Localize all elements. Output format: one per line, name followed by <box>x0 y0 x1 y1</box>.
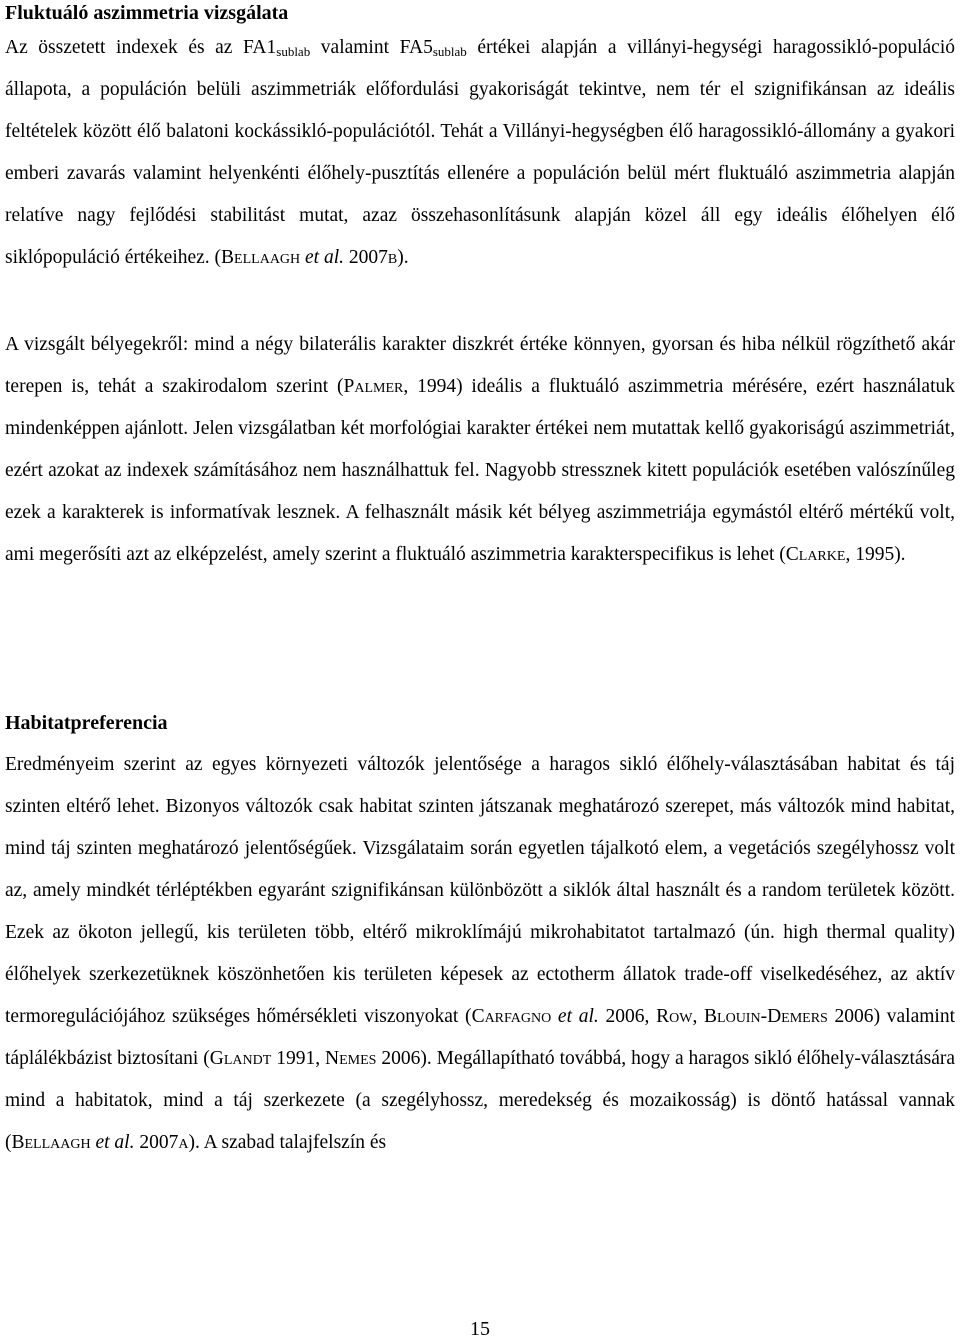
page-number: 15 <box>470 1318 490 1340</box>
paragraph-fa-results: Az összetett indexek és az $FA1_{sublab}$ valamint $FA5_{sublab}$ értékei alapján a villányi-hegységi haragossikló-populáció állapota, a populáción belüli aszimmetriák előfordulási gyakoriságát tekintve, nem tér el szignifikánsan az ideális feltételek között élő balatoni kockássikló-populációtól. Tehát a Villányi-hegységben élő haragossikló-állomány a gyakori emberi zavarás valamint helyenkénti élőhely-pusztítás ellenére a populáción belül mért fluktuáló aszimmetria alapján relatíve nagy fejlődési stabilitást mutat, azaz összehasonlításunk alapján közel áll egy ideális élőhelyen élő siklópopuláció értékeihez. (Bellaagh et al. 2007b). <box>5 37 955 268</box>
citation-author: Row <box>656 1006 693 1027</box>
paragraph-habitat-results: Eredményeim szerint az egyes környezeti változók jelentősége a haragos sikló élőhely-választásában habitat és táj szinten eltérő lehet. Bizonyos változók csak habitat szinten játszanak meghatározó szerepet, más változók mind habitat, mind táj szinten meghatározó jelentőségűek. Vizsgálataim során egyetlen tájalkotó elem, a vegetációs szegélyhossz volt az, amely mindkét térléptékben egyaránt szignifikánsan különbözött a siklók által használt és a random területek között. Ezek az ökoton jellegű, kis területen több, eltérő mikroklímájú mikrohabitatot tartalmazó (ún. high thermal quality) élőhelyek szerkezetüknek köszönhetően kis területen képesek az ectotherm állatok trade-off viselkedéséhez, az aktív termoregulációjához szükséges hőmérsékleti viszonyokat (Carfagno et al. 2006, Row, Blouin-Demers 2006) valamint táplálékbázist biztosítani (Glandt 1991, Nemes 2006). Megállapítható továbbá, hogy a haragos sikló élőhely-választására mind a habitatok, mind a táj szerkezete (a szegélyhossz, meredekség és mozaikosság) is döntő hatással vannak (Bellaagh et al. 2007a). A szabad talajfelszín és <box>5 754 956 1153</box>
subscript-sublab: sublab <box>276 44 311 59</box>
citation-author: Bellaagh <box>11 1132 91 1153</box>
paragraph-character-traits: A vizsgált bélyegekről: mind a négy bilaterális karakter diszkrét értéke könnyen, gyorsan és hiba nélkül rögzíthető akár terepen is, tehát a szakirodalom szerint (Palmer, 1994) ideális a fluktuáló aszimmetria mérésére, ezért használatuk mindenképpen ajánlott. Jelen vizsgálatban két morfológiai karakter értékei nem mutattak kellő gyakoriságú aszimmetriát, ezért azokat az indexek számításához nem használhattuk fel. Nagyobb stressznek kitett populációk esetében valószínűleg ezek a karakterek is informatívak lesznek. A felhasznált másik két bélyeg aszimmetriája egymástól eltérő mértékű volt, ami megerősíti azt az elképzelést, amely szerint a fluktuáló aszimmetria karakterspecifikus is lehet (Clarke, 1995). <box>5 334 955 565</box>
citation-etal: et al. <box>90 1132 135 1153</box>
subscript-sublab: sublab <box>432 44 467 59</box>
citation-author: Blouin-Demers <box>704 1006 828 1027</box>
section-heading-fluctuating-asymmetry: Fluktuáló aszimmetria vizsgálata <box>5 2 289 24</box>
citation-author: Clarke <box>785 544 846 565</box>
citation-author: Nemes <box>325 1048 377 1069</box>
citation-author: Bellaagh <box>221 247 301 268</box>
citation-author: Palmer <box>343 376 404 397</box>
citation-author: Glandt <box>209 1048 272 1069</box>
section-heading-habitat-preference: Habitatpreferencia <box>5 712 168 734</box>
citation-author: Carfagno <box>471 1006 552 1027</box>
citation-etal: et al. <box>300 247 345 268</box>
citation-etal: et al. <box>551 1006 599 1027</box>
